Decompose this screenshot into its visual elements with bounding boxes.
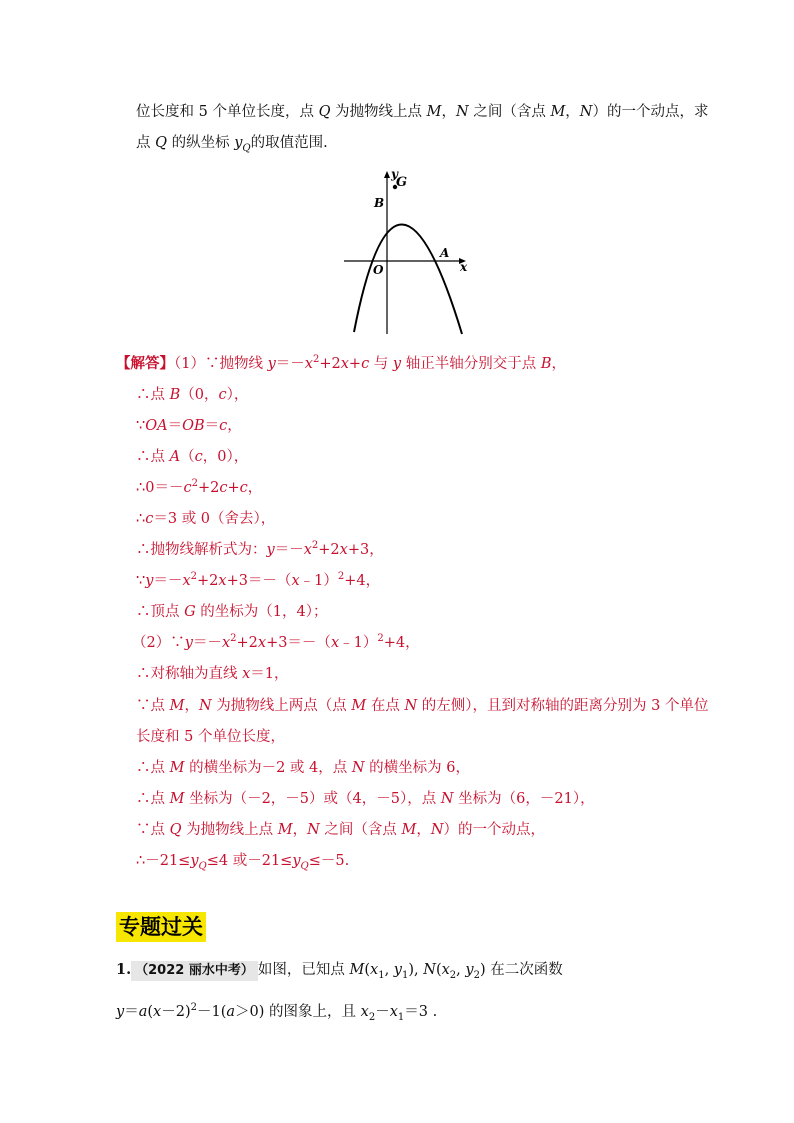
solution-line-4: ∴点 A（c，0）， xyxy=(136,449,249,465)
label-O: O xyxy=(373,263,384,277)
solution-line-6: ∴c＝3 或 0（舍去）， xyxy=(136,511,276,527)
solution-line-8: $\because y=-x^2+2x+3=-(x﹣1)^2+4$， xyxy=(136,571,381,589)
solution-line-11: ∴对称轴为直线 x＝1， xyxy=(136,666,289,682)
question-number: 1. xyxy=(116,961,132,978)
solution-line-13: 长度和 5 个单位长度， xyxy=(136,729,285,745)
solution-line-9: ∴顶点 G 的坐标为（1，4）； xyxy=(136,604,328,620)
label-y: y xyxy=(391,167,398,181)
parabola-graph xyxy=(336,166,472,338)
parabola-curve xyxy=(354,224,462,334)
solution-line-14: ∴点 M 的横坐标为－2 或 4，点 N 的横坐标为 6， xyxy=(136,760,470,776)
solution-line-2: ∴点 B（0，c）， xyxy=(136,387,249,403)
problem-line-2: 点 Q 的纵坐标 $y_Q$的取值范围. xyxy=(136,135,328,154)
solution-line-10: $(2)\because y=-x^2+2x+3=-(x﹣1)^2+4$， xyxy=(132,633,420,651)
solution-line-15: ∴点 M 坐标为（－2，－5）或（4，－5），点 N 坐标为（6，－21）， xyxy=(136,791,595,807)
section-title: 专题过关 xyxy=(116,912,206,942)
label-G: G xyxy=(396,175,408,190)
y-axis-arrow xyxy=(384,171,390,178)
solution-line-17: $\therefore-21\le y_Q\le 4$ 或$-21\le y_Q\le-5$. xyxy=(136,853,350,872)
solution-line-3: ∵OA＝OB＝c， xyxy=(136,418,242,434)
solution-line-7: ∴抛物线解析式为：$y=-x^2+2x+3$， xyxy=(136,540,384,558)
question-1-line-1: 1. （2022 丽水中考） 如图，已知点 $M(x_1$, $y_1$), $N(x_2$, $y_2$) 在二次函数 xyxy=(116,961,563,981)
solution-line-16: ∵点 Q 为抛物线上点 M，N 之间（含点 M，N）的一个动点， xyxy=(136,822,546,838)
answer-tag: 【解答】 xyxy=(116,356,174,372)
source-tag: （2022 丽水中考） xyxy=(131,961,258,981)
problem-line-1: 位长度和 5 个单位长度，点 Q 为抛物线上点 M，N 之间（含点 M，N）的一个动点，求 xyxy=(136,104,709,120)
solution-line-12: ∵点 M，N 为抛物线上两点（点 M 在点 N 的左侧），且到对称轴的距离分别为 3 个单位 xyxy=(136,698,709,714)
label-x: x xyxy=(460,260,468,274)
solution-line-5: $\therefore 0=-c^2+2c+c$， xyxy=(136,478,263,496)
label-B: B xyxy=(374,196,385,210)
solution-line-1: 【解答】（1）∵抛物线 $y=-x^2+2x+c$ 与 y 轴正半轴分别交于点 B， xyxy=(116,354,566,372)
question-1-line-2: $y=a(x-2)^2-1(a>0)$ 的图象上，且 $x_2-x_1=3$ . xyxy=(116,1002,438,1023)
label-A: A xyxy=(440,246,450,260)
